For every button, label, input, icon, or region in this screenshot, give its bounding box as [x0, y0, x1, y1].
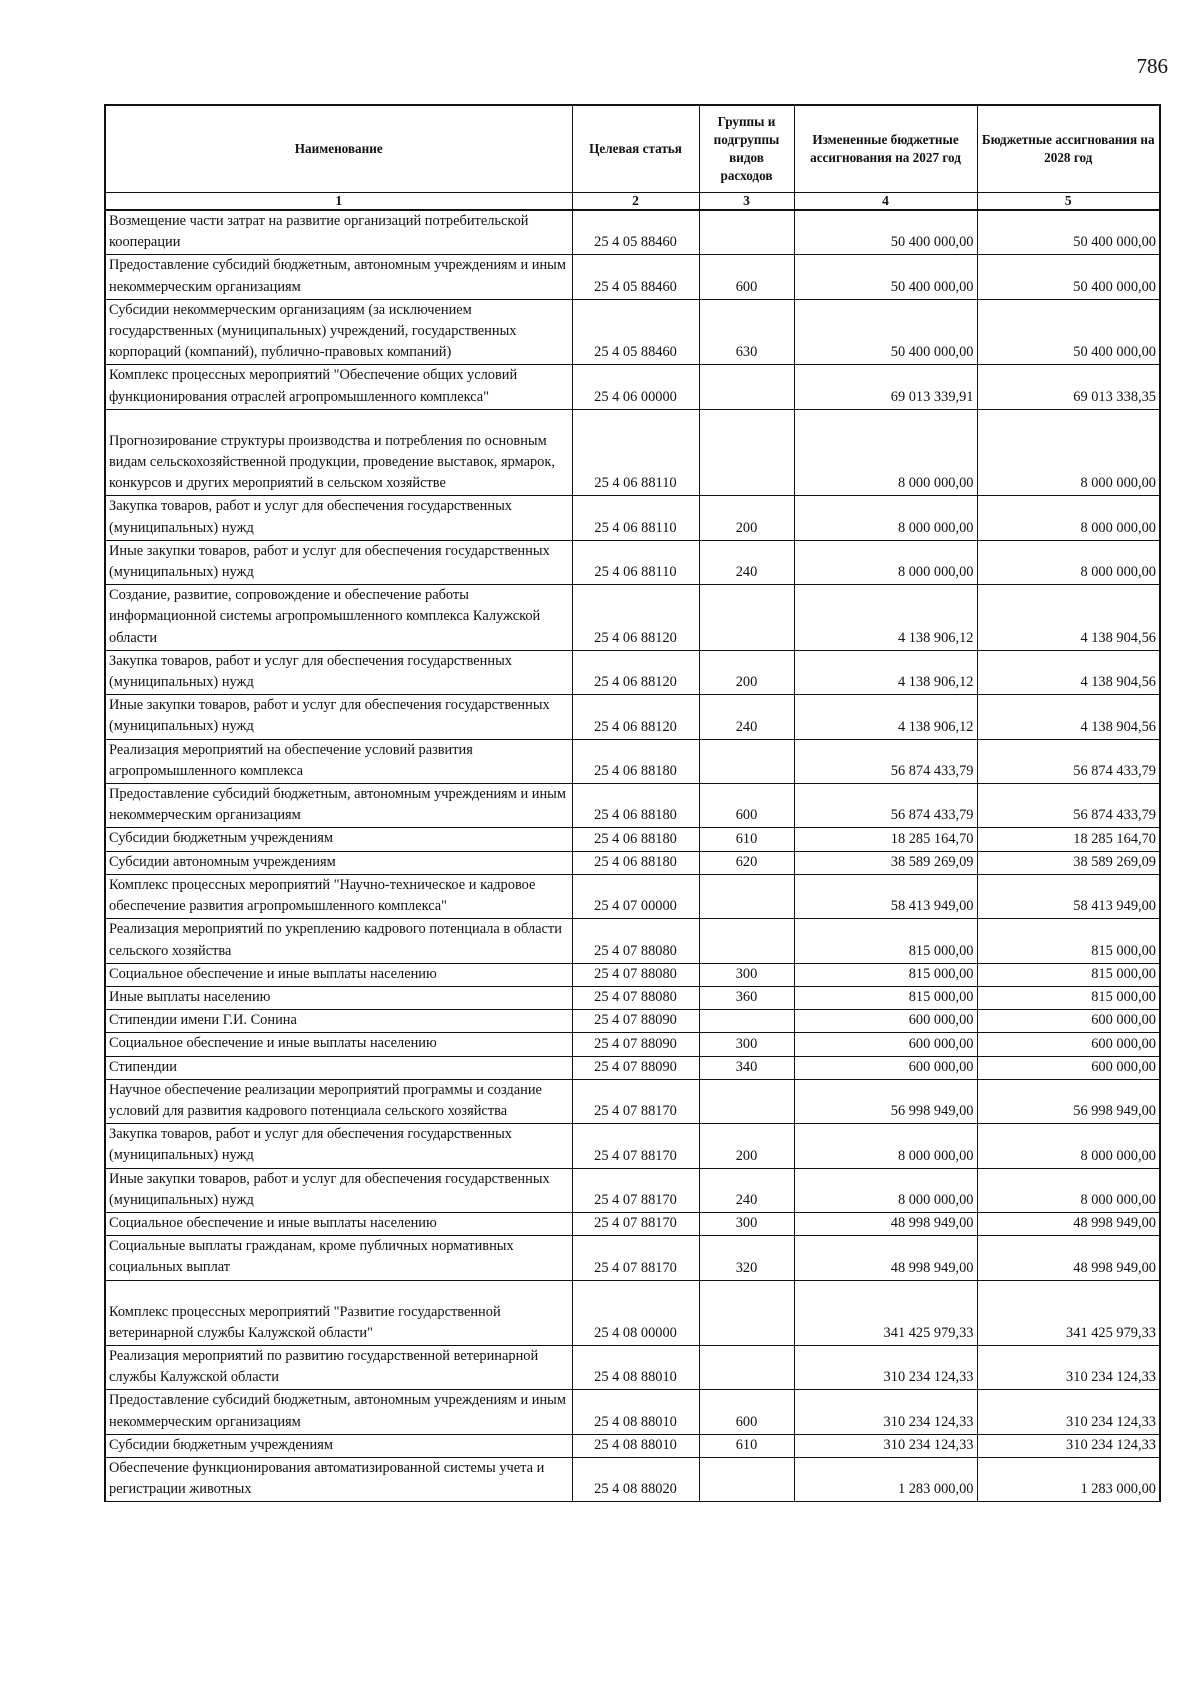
- table-row: [105, 828, 1160, 851]
- row-group: 600: [699, 255, 794, 299]
- table-row: [105, 963, 1160, 986]
- row-amount-2028: 815 000,00: [977, 986, 1160, 1009]
- row-group: [699, 919, 794, 963]
- row-name: Субсидии автономным учреждениям: [105, 851, 572, 874]
- row-amount-2028: 56 874 433,79: [977, 784, 1160, 828]
- table-body: [105, 210, 1160, 1502]
- row-group: 300: [699, 1033, 794, 1056]
- row-amount-2027: 50 400 000,00: [794, 210, 977, 255]
- row-amount-2028: 8 000 000,00: [977, 409, 1160, 496]
- row-target: 25 4 08 88010: [572, 1434, 699, 1457]
- row-target: 25 4 06 88110: [572, 540, 699, 584]
- row-group: [699, 1079, 794, 1123]
- row-amount-2027: 56 998 949,00: [794, 1079, 977, 1123]
- row-name: Комплекс процессных мероприятий "Обеспечение общих условий функционирования отраслей агропромышленного комплекса": [105, 365, 572, 409]
- table-row: [105, 365, 1160, 409]
- row-amount-2027: 56 874 433,79: [794, 739, 977, 783]
- row-amount-2027: 69 013 339,91: [794, 365, 977, 409]
- table-row: [105, 851, 1160, 874]
- row-group: 340: [699, 1056, 794, 1079]
- row-target: 25 4 07 88170: [572, 1212, 699, 1235]
- table-row: [105, 986, 1160, 1009]
- row-name: Реализация мероприятий по укреплению кадрового потенциала в области сельского хозяйства: [105, 919, 572, 963]
- row-name: Предоставление субсидий бюджетным, автономным учреждениям и иным некоммерческим организациям: [105, 1390, 572, 1434]
- table-row: [105, 496, 1160, 540]
- row-name: Субсидии бюджетным учреждениям: [105, 1434, 572, 1457]
- table-row: [105, 255, 1160, 299]
- row-target: 25 4 07 88170: [572, 1236, 699, 1280]
- row-group: 240: [699, 695, 794, 739]
- page-number: 786: [1136, 54, 1168, 78]
- row-amount-2027: 310 234 124,33: [794, 1390, 977, 1434]
- row-amount-2027: 50 400 000,00: [794, 255, 977, 299]
- row-name: Возмещение части затрат на развитие организаций потребительской кооперации: [105, 210, 572, 255]
- row-target: 25 4 06 88110: [572, 409, 699, 496]
- row-amount-2027: 815 000,00: [794, 963, 977, 986]
- table-row: [105, 1390, 1160, 1434]
- row-amount-2028: 50 400 000,00: [977, 210, 1160, 255]
- row-group: [699, 1457, 794, 1501]
- row-group: 600: [699, 784, 794, 828]
- table-row: [105, 1010, 1160, 1033]
- table-row: [105, 695, 1160, 739]
- row-target: 25 4 05 88460: [572, 210, 699, 255]
- row-amount-2027: 600 000,00: [794, 1010, 977, 1033]
- row-amount-2028: 50 400 000,00: [977, 299, 1160, 365]
- row-amount-2027: 8 000 000,00: [794, 1168, 977, 1212]
- row-group: 300: [699, 1212, 794, 1235]
- row-name: Создание, развитие, сопровождение и обеспечение работы информационной системы агропромышленного комплекса Калужской области: [105, 585, 572, 651]
- row-amount-2028: 600 000,00: [977, 1010, 1160, 1033]
- table-row: [105, 919, 1160, 963]
- row-amount-2028: 56 998 949,00: [977, 1079, 1160, 1123]
- row-amount-2028: 4 138 904,56: [977, 695, 1160, 739]
- blank-line: [109, 410, 569, 431]
- row-amount-2028: 48 998 949,00: [977, 1236, 1160, 1280]
- row-amount-2028: 600 000,00: [977, 1033, 1160, 1056]
- row-target: 25 4 07 88080: [572, 986, 699, 1009]
- column-number-5: 5: [977, 193, 1160, 211]
- row-amount-2027: 48 998 949,00: [794, 1236, 977, 1280]
- table-row: [105, 1345, 1160, 1389]
- header-amount-2027: Измененные бюджетные ассигнования на 2027 год: [794, 105, 977, 193]
- row-amount-2027: 38 589 269,09: [794, 851, 977, 874]
- row-amount-2028: 58 413 949,00: [977, 874, 1160, 918]
- row-group: [699, 210, 794, 255]
- row-amount-2028: 8 000 000,00: [977, 496, 1160, 540]
- row-amount-2028: 310 234 124,33: [977, 1345, 1160, 1389]
- table-row: [105, 585, 1160, 651]
- row-name: Стипендии имени Г.И. Сонина: [105, 1010, 572, 1033]
- row-target: 25 4 07 88090: [572, 1056, 699, 1079]
- row-amount-2028: 310 234 124,33: [977, 1390, 1160, 1434]
- row-group: 610: [699, 1434, 794, 1457]
- column-number-4: 4: [794, 193, 977, 211]
- table-row: [105, 739, 1160, 783]
- row-amount-2027: 8 000 000,00: [794, 540, 977, 584]
- table-row: [105, 1168, 1160, 1212]
- header-row: [105, 105, 1160, 193]
- row-target: 25 4 07 88170: [572, 1168, 699, 1212]
- row-group: 300: [699, 963, 794, 986]
- header-target: Целевая статья: [572, 105, 699, 193]
- table-row: [105, 1079, 1160, 1123]
- row-amount-2027: 50 400 000,00: [794, 299, 977, 365]
- row-group: 360: [699, 986, 794, 1009]
- blank-line: [109, 1281, 569, 1302]
- row-amount-2027: 815 000,00: [794, 919, 977, 963]
- row-target: 25 4 07 88170: [572, 1079, 699, 1123]
- row-group: 240: [699, 1168, 794, 1212]
- row-amount-2027: 58 413 949,00: [794, 874, 977, 918]
- row-name: Закупка товаров, работ и услуг для обеспечения государственных (муниципальных) нужд: [105, 650, 572, 694]
- row-target: 25 4 07 88090: [572, 1010, 699, 1033]
- table-row: [105, 1212, 1160, 1235]
- row-group: 610: [699, 828, 794, 851]
- row-group: [699, 1345, 794, 1389]
- row-amount-2027: 815 000,00: [794, 986, 977, 1009]
- column-number-1: 1: [105, 193, 572, 211]
- row-name: Иные закупки товаров, работ и услуг для обеспечения государственных (муниципальных) нужд: [105, 540, 572, 584]
- row-group: 600: [699, 1390, 794, 1434]
- row-group: 240: [699, 540, 794, 584]
- row-group: 620: [699, 851, 794, 874]
- header-amount-2028: Бюджетные ассигнования на 2028 год: [977, 105, 1160, 193]
- row-name: Иные закупки товаров, работ и услуг для обеспечения государственных (муниципальных) нужд: [105, 1168, 572, 1212]
- column-number-2: 2: [572, 193, 699, 211]
- table-row: [105, 784, 1160, 828]
- row-amount-2027: 1 283 000,00: [794, 1457, 977, 1501]
- row-group: 630: [699, 299, 794, 365]
- row-target: 25 4 08 88010: [572, 1390, 699, 1434]
- row-amount-2028: 1 283 000,00: [977, 1457, 1160, 1501]
- row-target: 25 4 06 88110: [572, 496, 699, 540]
- row-amount-2027: 8 000 000,00: [794, 1124, 977, 1168]
- row-name: Обеспечение функционирования автоматизированной системы учета и регистрации животных: [105, 1457, 572, 1501]
- row-name: [105, 409, 572, 496]
- table-row: [105, 540, 1160, 584]
- row-amount-2028: 341 425 979,33: [977, 1280, 1160, 1345]
- row-name: Научное обеспечение реализации мероприятий программы и создание условий для развития кадрового потенциала сельского хозяйства: [105, 1079, 572, 1123]
- row-amount-2028: 38 589 269,09: [977, 851, 1160, 874]
- row-target: 25 4 07 88090: [572, 1033, 699, 1056]
- row-target: 25 4 07 88080: [572, 919, 699, 963]
- row-name: Предоставление субсидий бюджетным, автономным учреждениям и иным некоммерческим организациям: [105, 784, 572, 828]
- budget-table: [104, 104, 1161, 1502]
- row-amount-2028: 4 138 904,56: [977, 650, 1160, 694]
- row-target: 25 4 06 88180: [572, 739, 699, 783]
- row-amount-2027: 48 998 949,00: [794, 1212, 977, 1235]
- row-group: 200: [699, 650, 794, 694]
- row-name: [105, 1280, 572, 1345]
- row-name: Закупка товаров, работ и услуг для обеспечения государственных (муниципальных) нужд: [105, 1124, 572, 1168]
- header-group: Группы и подгруппы видов расходов: [699, 105, 794, 193]
- row-target: 25 4 05 88460: [572, 299, 699, 365]
- row-group: 200: [699, 496, 794, 540]
- row-name: Предоставление субсидий бюджетным, автономным учреждениям и иным некоммерческим организациям: [105, 255, 572, 299]
- table-row: [105, 650, 1160, 694]
- table-row: [105, 1434, 1160, 1457]
- row-amount-2027: 8 000 000,00: [794, 409, 977, 496]
- row-target: 25 4 07 00000: [572, 874, 699, 918]
- row-amount-2027: 310 234 124,33: [794, 1345, 977, 1389]
- row-group: [699, 585, 794, 651]
- row-amount-2028: 310 234 124,33: [977, 1434, 1160, 1457]
- row-amount-2028: 600 000,00: [977, 1056, 1160, 1079]
- column-number-3: 3: [699, 193, 794, 211]
- row-target: 25 4 06 88120: [572, 650, 699, 694]
- row-name: Субсидии бюджетным учреждениям: [105, 828, 572, 851]
- row-amount-2028: 815 000,00: [977, 919, 1160, 963]
- row-group: [699, 1010, 794, 1033]
- row-amount-2027: 8 000 000,00: [794, 496, 977, 540]
- row-name: Субсидии некоммерческим организациям (за исключением государственных (муниципальных) учреждений, государственных корпораций (компаний), публично-правовых компаний): [105, 299, 572, 365]
- row-name: Социальное обеспечение и иные выплаты населению: [105, 963, 572, 986]
- table-row: [105, 299, 1160, 365]
- row-target: 25 4 06 00000: [572, 365, 699, 409]
- row-amount-2028: 18 285 164,70: [977, 828, 1160, 851]
- row-name: Реализация мероприятий по развитию государственной ветеринарной службы Калужской области: [105, 1345, 572, 1389]
- row-amount-2027: 56 874 433,79: [794, 784, 977, 828]
- row-name: Иные закупки товаров, работ и услуг для обеспечения государственных (муниципальных) нужд: [105, 695, 572, 739]
- row-amount-2028: 48 998 949,00: [977, 1212, 1160, 1235]
- row-group: [699, 365, 794, 409]
- row-name-text: Комплекс процессных мероприятий "Развитие государственной ветеринарной службы Калужской области": [109, 1303, 501, 1341]
- column-numbers-row: [105, 193, 1160, 211]
- row-target: 25 4 05 88460: [572, 255, 699, 299]
- row-target: 25 4 06 88180: [572, 784, 699, 828]
- header-name: Наименование: [105, 105, 572, 193]
- row-group: [699, 409, 794, 496]
- row-target: 25 4 06 88180: [572, 851, 699, 874]
- row-name: Социальное обеспечение и иные выплаты населению: [105, 1212, 572, 1235]
- row-amount-2027: 310 234 124,33: [794, 1434, 977, 1457]
- row-group: [699, 874, 794, 918]
- row-amount-2028: 8 000 000,00: [977, 1124, 1160, 1168]
- table-row: [105, 874, 1160, 918]
- row-target: 25 4 07 88170: [572, 1124, 699, 1168]
- row-name: Социальные выплаты гражданам, кроме публичных нормативных социальных выплат: [105, 1236, 572, 1280]
- row-amount-2027: 4 138 906,12: [794, 695, 977, 739]
- row-amount-2028: 50 400 000,00: [977, 255, 1160, 299]
- row-name: Закупка товаров, работ и услуг для обеспечения государственных (муниципальных) нужд: [105, 496, 572, 540]
- table-row: [105, 1280, 1160, 1345]
- table-row: [105, 409, 1160, 496]
- row-amount-2028: 8 000 000,00: [977, 1168, 1160, 1212]
- row-name: Комплекс процессных мероприятий "Научно-техническое и кадровое обеспечение развития агропромышленного комплекса": [105, 874, 572, 918]
- row-name: Социальное обеспечение и иные выплаты населению: [105, 1033, 572, 1056]
- row-name: Стипендии: [105, 1056, 572, 1079]
- row-target: 25 4 08 88020: [572, 1457, 699, 1501]
- row-target: 25 4 06 88180: [572, 828, 699, 851]
- table-row: [105, 1457, 1160, 1501]
- row-amount-2028: 56 874 433,79: [977, 739, 1160, 783]
- row-amount-2028: 69 013 338,35: [977, 365, 1160, 409]
- row-amount-2028: 815 000,00: [977, 963, 1160, 986]
- row-target: 25 4 08 88010: [572, 1345, 699, 1389]
- row-target: 25 4 07 88080: [572, 963, 699, 986]
- row-target: 25 4 06 88120: [572, 585, 699, 651]
- row-amount-2027: 341 425 979,33: [794, 1280, 977, 1345]
- row-amount-2028: 8 000 000,00: [977, 540, 1160, 584]
- table-row: [105, 210, 1160, 255]
- row-target: 25 4 06 88120: [572, 695, 699, 739]
- row-group: 320: [699, 1236, 794, 1280]
- table-row: [105, 1056, 1160, 1079]
- row-name: Иные выплаты населению: [105, 986, 572, 1009]
- row-target: 25 4 08 00000: [572, 1280, 699, 1345]
- table-row: [105, 1033, 1160, 1056]
- row-group: 200: [699, 1124, 794, 1168]
- row-amount-2027: 600 000,00: [794, 1056, 977, 1079]
- table-row: [105, 1124, 1160, 1168]
- row-group: [699, 1280, 794, 1345]
- row-amount-2028: 4 138 904,56: [977, 585, 1160, 651]
- row-name: Реализация мероприятий на обеспечение условий развития агропромышленного комплекса: [105, 739, 572, 783]
- row-amount-2027: 600 000,00: [794, 1033, 977, 1056]
- row-amount-2027: 18 285 164,70: [794, 828, 977, 851]
- row-group: [699, 739, 794, 783]
- row-amount-2027: 4 138 906,12: [794, 585, 977, 651]
- table-header: [105, 105, 1160, 210]
- row-name-text: Прогнозирование структуры производства и потребления по основным видам сельскохозяйственной продукции, проведение выставок, ярмарок, конкурсов и других мероприятий в сельском хозяйстве: [109, 432, 555, 492]
- table-row: [105, 1236, 1160, 1280]
- row-amount-2027: 4 138 906,12: [794, 650, 977, 694]
